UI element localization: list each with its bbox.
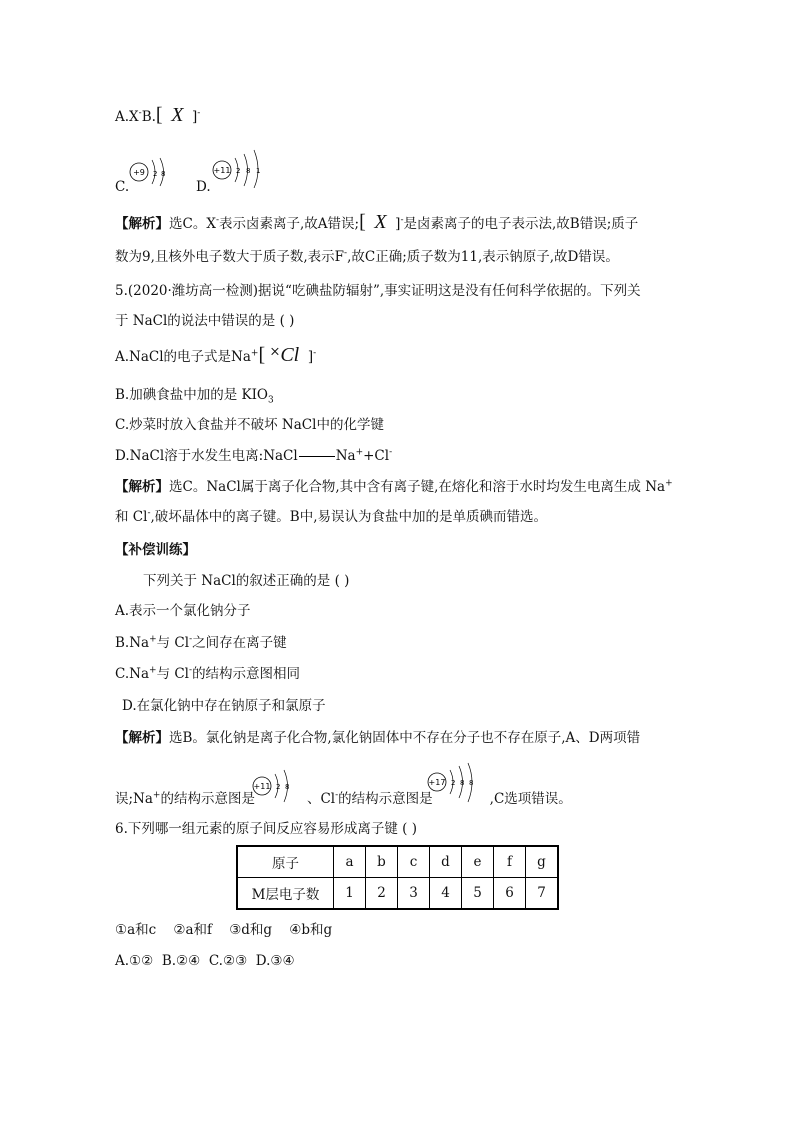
bracket-open: [ bbox=[359, 211, 366, 233]
symbol-x: X bbox=[171, 104, 184, 126]
charge-sup: + bbox=[250, 348, 259, 359]
charge-sup: - bbox=[389, 447, 393, 458]
analysis-tag: 【解析】 bbox=[115, 216, 169, 232]
q5-analysis-line1 bbox=[115, 478, 673, 496]
charge-sup: - bbox=[189, 634, 193, 645]
q4-analysis-line2 bbox=[115, 248, 619, 266]
table-cell: 5 bbox=[462, 878, 494, 910]
analysis-text: 选B。氯化钠是离子化合物,氯化钠固体中不存在分子也不存在原子,A、D两项错 bbox=[169, 730, 641, 746]
analysis-text: 数为9,且核外电子数大于质子数,表示F bbox=[115, 249, 345, 265]
charge-sup: + bbox=[665, 478, 673, 489]
supp-option-d: D.在氯化钠中存在钠原子和氯原子 bbox=[122, 698, 326, 714]
table-cell: 2 bbox=[366, 878, 398, 910]
supp-analysis-line1 bbox=[115, 729, 640, 747]
option-text: A.NaCl的电子式是Na bbox=[115, 349, 251, 365]
charge-sup: + bbox=[355, 447, 364, 458]
q5-option-d bbox=[115, 447, 392, 465]
analysis-text: 选C。NaCl属于离子化合物,其中含有离子键,在熔化和溶于水时均发生电离生成 Na bbox=[169, 479, 666, 495]
electron-cross: × bbox=[269, 344, 281, 360]
subscript: 3 bbox=[268, 395, 274, 406]
charge-sup: - bbox=[189, 665, 193, 676]
bracket-close: ] bbox=[307, 349, 314, 365]
analysis-text: 和 Cl bbox=[115, 509, 148, 525]
shell-count: 8 bbox=[246, 167, 251, 175]
q5-analysis-line2 bbox=[115, 508, 547, 526]
charge-sup: - bbox=[147, 508, 151, 519]
table-cell: 4 bbox=[430, 878, 462, 910]
analysis-text: ,C选项错误。 bbox=[489, 791, 572, 807]
charge-sup: - bbox=[215, 215, 219, 226]
charge-sup: - bbox=[400, 215, 404, 226]
q6-stem: 6.下列哪一组元素的原子间反应容易形成离子键 ( ) bbox=[115, 821, 417, 837]
charge-sup: + bbox=[149, 665, 157, 676]
option-text: 的结构示意图相同 bbox=[192, 666, 301, 682]
table-cell: 6 bbox=[494, 878, 526, 910]
charge-sup: - bbox=[313, 348, 317, 359]
option-text: C.Na bbox=[115, 666, 150, 682]
table-cell: M层电子数 bbox=[237, 878, 334, 910]
analysis-tag: 【解析】 bbox=[115, 479, 169, 495]
table-cell: f bbox=[494, 846, 526, 878]
analysis-text: 误;Na bbox=[115, 791, 153, 807]
table-cell: 1 bbox=[334, 878, 366, 910]
table-cell: 原子 bbox=[237, 846, 334, 878]
analysis-text: 表示卤素离子,故A错误; bbox=[219, 216, 360, 232]
bracket-close: ] bbox=[395, 216, 401, 232]
q5-option-b bbox=[115, 386, 274, 404]
nucleus-charge: +17 bbox=[428, 778, 446, 787]
charge-sup: - bbox=[344, 248, 348, 259]
shell-count: 2 bbox=[236, 167, 241, 175]
charge-sup: - bbox=[197, 108, 201, 119]
nucleus-charge: +9 bbox=[133, 168, 145, 177]
q4-option-c-label: C. bbox=[115, 179, 130, 195]
shell-count: 8 bbox=[460, 779, 465, 787]
option-text: B.Na bbox=[115, 635, 150, 651]
option-text: D.NaCl溶于水发生电离:NaCl bbox=[115, 448, 298, 464]
table-cell: 7 bbox=[526, 878, 559, 910]
option-text: 与 Cl bbox=[156, 635, 190, 651]
symbol-x: X bbox=[374, 211, 387, 233]
q4-option-b: B. bbox=[141, 109, 156, 125]
shell-count: 2 bbox=[451, 779, 456, 787]
table-row bbox=[237, 846, 558, 878]
equation-line bbox=[299, 456, 335, 457]
supp-option-a: A.表示一个氯化钠分子 bbox=[115, 603, 251, 619]
q4-option-a: A.X bbox=[115, 109, 139, 125]
table-cell: e bbox=[462, 846, 494, 878]
q4-analysis-line1 bbox=[115, 213, 638, 233]
symbol-cl: Cl bbox=[280, 344, 300, 366]
shell-count: 2 bbox=[153, 170, 158, 178]
supp-option-c bbox=[115, 665, 300, 683]
table-cell: c bbox=[398, 846, 430, 878]
shell-count: 1 bbox=[256, 167, 261, 175]
bracket-open: [ bbox=[258, 344, 266, 366]
analysis-text: ,破坏晶体中的离子键。B中,易误认为食盐中加的是单质碘而错选。 bbox=[150, 509, 548, 525]
charge-sup: + bbox=[149, 634, 157, 645]
q4-option-ab bbox=[115, 106, 200, 126]
table-cell: b bbox=[366, 846, 398, 878]
electron-table bbox=[236, 845, 559, 910]
option-text: +Cl bbox=[363, 448, 390, 464]
q6-choices: ①a和c ②a和f ③d和g ④b和g bbox=[115, 922, 333, 938]
table-cell: d bbox=[430, 846, 462, 878]
bracket-open: [ bbox=[155, 104, 163, 126]
option-text: 与 Cl bbox=[156, 666, 190, 682]
table-row bbox=[237, 878, 558, 910]
table-cell: 3 bbox=[398, 878, 430, 910]
supp-tag: 【补偿训练】 bbox=[115, 542, 196, 558]
supp-option-b bbox=[115, 634, 287, 652]
q5-stem-line1: 5.(2020·潍坊高一检测)据说“吃碘盐防辐射”,事实证明这是没有任何科学依据的。下列关 bbox=[115, 283, 641, 299]
sodium-ion-diagram bbox=[249, 766, 299, 806]
chloride-ion-diagram bbox=[424, 762, 482, 806]
shell-count: 2 bbox=[276, 783, 281, 791]
nucleus-charge: +11 bbox=[213, 166, 231, 175]
charge-sup: + bbox=[152, 790, 161, 801]
option-text: 之间存在离子键 bbox=[192, 635, 287, 651]
analysis-text: 的结构示意图是 bbox=[338, 791, 433, 807]
charge-sup: - bbox=[335, 790, 339, 801]
q5-option-a bbox=[115, 346, 316, 366]
analysis-tag: 【解析】 bbox=[115, 730, 169, 746]
table-cell: a bbox=[334, 846, 366, 878]
shell-count: 8 bbox=[161, 170, 166, 178]
supp-stem: 下列关于 NaCl的叙述正确的是 ( ) bbox=[143, 573, 350, 589]
q5-option-c: C.炒菜时放入食盐并不破坏 NaCl中的化学键 bbox=[115, 417, 384, 433]
q6-answers: A.①② B.②④ C.②③ D.③④ bbox=[115, 953, 295, 969]
analysis-text: 是卤素离子的电子表示法,故B错误;质子 bbox=[403, 216, 639, 232]
supp-analysis-line2 bbox=[115, 790, 572, 808]
shell-count: 8 bbox=[285, 783, 290, 791]
q4-option-d-label: D. bbox=[196, 179, 211, 195]
charge-sup: - bbox=[138, 108, 142, 119]
option-text: B.加碘食盐中加的是 KIO bbox=[115, 387, 268, 403]
nucleus-charge: +11 bbox=[253, 782, 271, 791]
analysis-text: ,故C正确;质子数为11,表示钠原子,故D错误。 bbox=[347, 249, 619, 265]
fluoride-ion-diagram bbox=[124, 154, 174, 190]
bracket-close: ] bbox=[192, 109, 198, 125]
analysis-text: 的结构示意图是 bbox=[160, 791, 255, 807]
sodium-atom-diagram bbox=[208, 148, 268, 188]
analysis-text: 选C。X bbox=[169, 216, 216, 232]
option-text: Na bbox=[335, 448, 356, 464]
table-cell: g bbox=[526, 846, 559, 878]
analysis-text: 、Cl bbox=[306, 791, 336, 807]
shell-count: 8 bbox=[469, 779, 474, 787]
q5-stem-line2: 于 NaCl的说法中错误的是 ( ) bbox=[115, 313, 295, 329]
